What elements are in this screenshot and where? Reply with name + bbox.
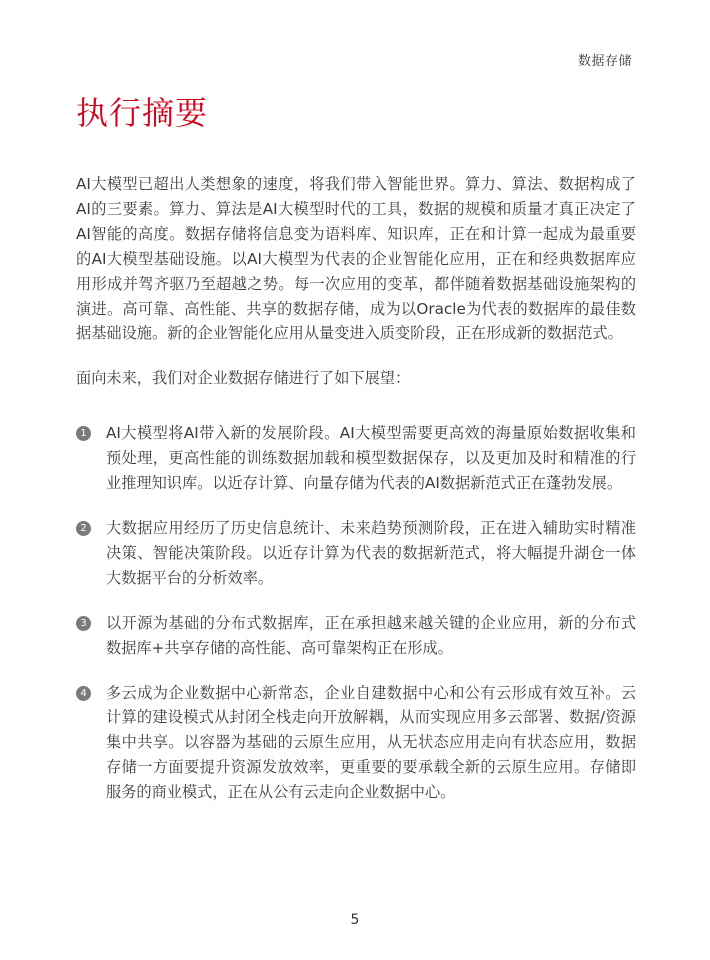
intro-paragraph: AI大模型已超出人类想象的速度，将我们带入智能世界。算力、算法、数据构成了AI的三要素。算力、算法是AI大模型时代的工具，数据的规模和质量才真正决定了AI智能的高度。数据存储将信息变为语料库、知识库，正在和计算一起成为最重要的AI大模型基础设施。以AI大模型为代表的企业智能化应用，正在和经典数据库应用形成并驾齐驱乃至超越之势。每一次应用的变革，都伴随着数据基础设施架构的演进。高可靠、高性能、共享的数据存储，成为以Oracle为代表的数据库的最佳数据基础设施。新的企业智能化应用从量变进入质变阶段，正在形成新的数据范式。	[76, 175, 636, 343]
list-item	[76, 516, 636, 591]
number-bullet-icon: 1	[76, 426, 91, 441]
number-bullet-icon: 2	[76, 521, 91, 536]
outlook-lead: 面向未来，我们对企业数据存储进行了如下展望：	[76, 369, 411, 388]
list-item	[76, 611, 636, 661]
outlook-list	[76, 421, 636, 805]
list-item	[76, 681, 636, 806]
list-item	[76, 421, 636, 496]
page-number: 5	[350, 912, 360, 928]
list-item-text: 以开源为基础的分布式数据库，正在承担越来越关键的企业应用，新的分布式数据库+共享存储的高性能、高可靠架构正在形成。	[106, 613, 636, 657]
list-item-text: 大数据应用经历了历史信息统计、未来趋势预测阶段，正在进入辅助实时精准决策、智能决策阶段。以近存计算为代表的数据新范式，将大幅提升湖仓一体大数据平台的分析效率。	[106, 518, 636, 587]
number-bullet-icon: 3	[76, 616, 91, 631]
list-item-text: 多云成为企业数据中心新常态，企业自建数据中心和公有云形成有效互补。云计算的建设模式从封闭全栈走向开放解耦，从而实现应用多云部署、数据/资源集中共享。以容器为基础的云原生应用，从无状态应用走向有状态应用，数据存储一方面要提升资源发放效率，更重要的要承载全新的云原生应用。存储即服务的商业模式，正在从公有云走向企业数据中心。	[106, 683, 636, 802]
list-item-text: AI大模型将AI带入新的发展阶段。AI大模型需要更高效的海量原始数据收集和预处理，更高性能的训练数据加载和模型数据保存，以及更加及时和精准的行业推理知识库。以近存计算、向量存储为代表的AI数据新范式正在蓬勃发展。	[106, 424, 636, 493]
section-header-label: 数据存储	[577, 54, 632, 69]
document-body	[76, 172, 636, 825]
number-bullet-icon: 4	[76, 686, 91, 701]
page-title: 执行摘要	[76, 94, 209, 132]
